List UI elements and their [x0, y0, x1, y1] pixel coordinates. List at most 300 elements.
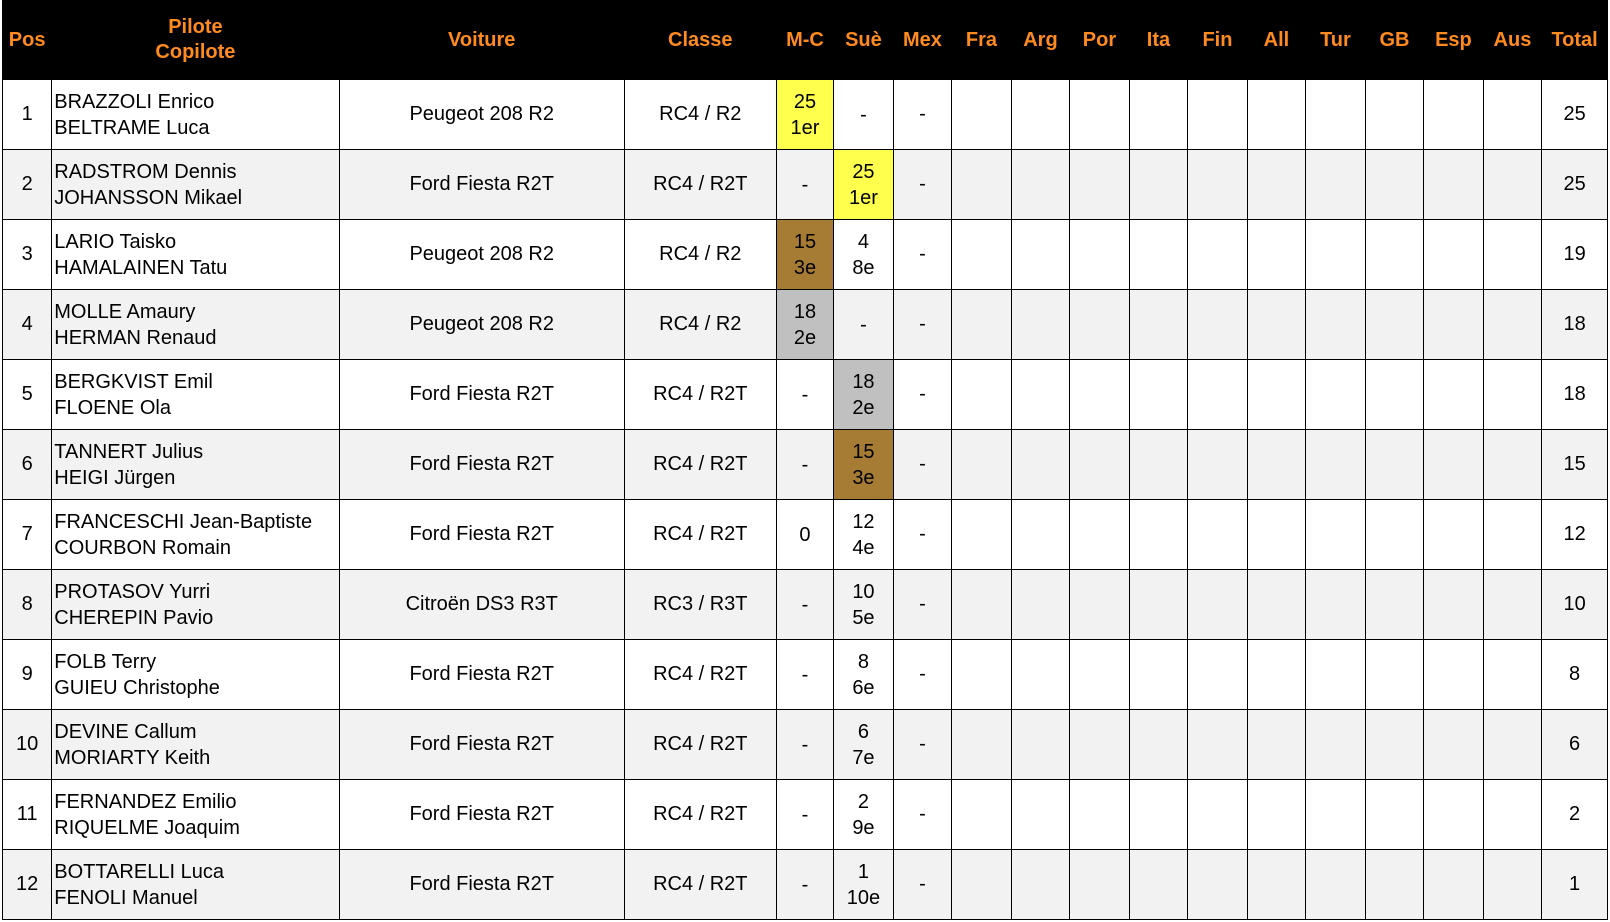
result-cell-empty: [1188, 710, 1248, 780]
result-cell-empty: [1070, 500, 1130, 570]
result-cell-empty: [1483, 640, 1541, 710]
result-points: 8: [857, 650, 869, 673]
classe-cell: RC4 / R2T: [624, 430, 776, 500]
result-points: -: [801, 873, 809, 896]
result-cell-empty: [952, 500, 1012, 570]
result-cell-empty: [1247, 710, 1305, 780]
result-place: 2e: [793, 326, 817, 349]
copilote-name: HEIGI Jürgen: [54, 466, 176, 489]
classe-cell: RC4 / R2: [624, 220, 776, 290]
result-cell-empty: [1188, 640, 1248, 710]
result-cell-empty: [1365, 850, 1423, 920]
total-cell: 1: [1542, 850, 1608, 920]
result-cell-mex: -: [893, 220, 951, 290]
result-points: 15: [852, 440, 875, 463]
table-row: [3, 780, 1608, 850]
result-cell-empty: [1129, 360, 1187, 430]
pilote-name: LARIO Taisko: [54, 230, 177, 253]
result-points: -: [801, 803, 809, 826]
copilote-name: JOHANSSON Mikael: [54, 186, 243, 209]
header-pilote: [52, 1, 339, 80]
copilote-name: HAMALAINEN Tatu: [54, 256, 228, 279]
header-pilote-label: Pilote: [168, 16, 223, 38]
result-cell-empty: [1129, 430, 1187, 500]
result-cell-empty: [1129, 290, 1187, 360]
result-cell-empty: [1483, 850, 1541, 920]
result-cell-empty: [1424, 220, 1484, 290]
result-cell-empty: [1365, 570, 1423, 640]
result-cell-mc: [776, 290, 833, 360]
result-cell-empty: [1129, 710, 1187, 780]
copilote-name: GUIEU Christophe: [54, 676, 220, 699]
header-classe: Classe: [624, 1, 776, 80]
result-cell-empty: [1306, 640, 1366, 710]
voiture-cell: Ford Fiesta R2T: [339, 780, 624, 850]
voiture-cell: Peugeot 208 R2: [339, 80, 624, 150]
standings-body: [3, 80, 1608, 920]
result-cell-empty: [1247, 570, 1305, 640]
pilote-name: DEVINE Callum: [54, 720, 197, 743]
result-cell-empty: [1188, 150, 1248, 220]
position-cell: 7: [3, 500, 52, 570]
result-cell-empty: [1365, 430, 1423, 500]
result-cell-empty: [1365, 640, 1423, 710]
result-cell-mc: [776, 500, 833, 570]
header-rally-fin: Fin: [1188, 1, 1248, 80]
voiture-cell: Ford Fiesta R2T: [339, 710, 624, 780]
result-place: 7e: [852, 746, 875, 769]
classe-cell: RC4 / R2T: [624, 780, 776, 850]
result-points: 4: [857, 230, 869, 253]
result-cell-empty: [1365, 710, 1423, 780]
result-points: -: [801, 383, 809, 406]
result-cell-empty: [1129, 500, 1187, 570]
result-cell-sue: [834, 850, 894, 920]
result-cell-empty: [1188, 80, 1248, 150]
result-cell-empty: [1011, 640, 1069, 710]
result-cell-empty: [1483, 570, 1541, 640]
result-cell-empty: [1306, 150, 1366, 220]
result-points: -: [860, 313, 867, 336]
classe-cell: RC4 / R2T: [624, 360, 776, 430]
total-cell: 15: [1542, 430, 1608, 500]
result-cell-empty: [1188, 780, 1248, 850]
result-cell-empty: [1306, 570, 1366, 640]
crew-cell: [52, 640, 339, 710]
result-cell-empty: [1424, 500, 1484, 570]
pilote-name: BRAZZOLI Enrico: [54, 90, 215, 113]
position-cell: 10: [3, 710, 52, 780]
result-cell-empty: [1483, 290, 1541, 360]
result-cell-empty: [1070, 430, 1130, 500]
result-cell-mc: [776, 150, 833, 220]
header-rally-tur: Tur: [1306, 1, 1366, 80]
result-cell-empty: [1070, 780, 1130, 850]
voiture-cell: Ford Fiesta R2T: [339, 150, 624, 220]
result-points: -: [860, 103, 867, 126]
result-cell-empty: [1011, 710, 1069, 780]
result-cell-empty: [1483, 150, 1541, 220]
header-rally-fra: Fra: [952, 1, 1012, 80]
copilote-name: FENOLI Manuel: [54, 886, 198, 909]
result-cell-empty: [1424, 570, 1484, 640]
voiture-cell: Ford Fiesta R2T: [339, 430, 624, 500]
result-place: 3e: [852, 466, 875, 489]
total-cell: 6: [1542, 710, 1608, 780]
pilote-name: TANNERT Julius: [54, 440, 204, 463]
result-cell-empty: [1365, 360, 1423, 430]
copilote-name: HERMAN Renaud: [54, 326, 217, 349]
classe-cell: RC4 / R2: [624, 80, 776, 150]
result-cell-empty: [1070, 710, 1130, 780]
result-cell-empty: [1188, 290, 1248, 360]
result-cell-empty: [1011, 150, 1069, 220]
result-cell-empty: [1070, 80, 1130, 150]
result-cell-empty: [1365, 80, 1423, 150]
result-cell-empty: [952, 780, 1012, 850]
total-cell: 2: [1542, 780, 1608, 850]
result-cell-mex: -: [893, 640, 951, 710]
result-cell-mc: [776, 780, 833, 850]
voiture-cell: Ford Fiesta R2T: [339, 850, 624, 920]
result-cell-empty: [1070, 290, 1130, 360]
pilote-name: PROTASOV Yurri: [54, 580, 211, 603]
result-cell-empty: [1011, 850, 1069, 920]
result-points: 10: [852, 580, 875, 603]
result-cell-mc: [776, 360, 833, 430]
voiture-cell: Peugeot 208 R2: [339, 220, 624, 290]
result-cell-empty: [952, 570, 1012, 640]
result-cell-empty: [952, 290, 1012, 360]
position-cell: 11: [3, 780, 52, 850]
result-cell-empty: [1011, 80, 1069, 150]
result-cell-empty: [1011, 780, 1069, 850]
result-cell-empty: [1129, 570, 1187, 640]
result-cell-empty: [1483, 220, 1541, 290]
result-cell-empty: [1424, 290, 1484, 360]
result-points: -: [801, 663, 809, 686]
header-rally-gb: GB: [1365, 1, 1423, 80]
header-rally-sue: Suè: [834, 1, 894, 80]
result-cell-empty: [1424, 360, 1484, 430]
result-cell-empty: [1129, 150, 1187, 220]
result-cell-empty: [1365, 150, 1423, 220]
result-place: 5e: [852, 606, 875, 629]
result-points: 1: [857, 860, 869, 883]
result-cell-empty: [1247, 850, 1305, 920]
header-rally-ita: Ita: [1129, 1, 1187, 80]
result-cell-empty: [1365, 780, 1423, 850]
position-cell: 9: [3, 640, 52, 710]
result-cell-mex: -: [893, 430, 951, 500]
position-cell: 3: [3, 220, 52, 290]
result-cell-empty: [1129, 80, 1187, 150]
result-cell-sue: [834, 780, 894, 850]
pilote-name: RADSTROM Dennis: [54, 160, 237, 183]
result-cell-empty: [1306, 780, 1366, 850]
table-row: [3, 220, 1608, 290]
result-cell-sue: [834, 150, 894, 220]
result-cell-empty: [1247, 780, 1305, 850]
result-place: 6e: [852, 676, 875, 699]
copilote-name: RIQUELME Joaquim: [54, 816, 240, 839]
result-cell-empty: [1188, 220, 1248, 290]
crew-cell: [52, 80, 339, 150]
standings-table: [2, 0, 1608, 920]
result-place: 8e: [852, 256, 875, 279]
result-cell-empty: [1129, 220, 1187, 290]
result-cell-sue: [834, 570, 894, 640]
table-row: [3, 290, 1608, 360]
result-cell-empty: [1306, 360, 1366, 430]
result-cell-empty: [1483, 360, 1541, 430]
total-cell: 12: [1542, 500, 1608, 570]
result-cell-empty: [1365, 290, 1423, 360]
result-cell-empty: [1247, 80, 1305, 150]
total-cell: 18: [1542, 290, 1608, 360]
pilote-name: FOLB Terry: [54, 650, 157, 673]
result-cell-empty: [1011, 500, 1069, 570]
result-cell-empty: [1070, 150, 1130, 220]
crew-cell: [52, 500, 339, 570]
result-cell-mex: -: [893, 290, 951, 360]
pilote-name: FERNANDEZ Emilio: [54, 790, 237, 813]
result-cell-empty: [1188, 570, 1248, 640]
crew-cell: [52, 850, 339, 920]
result-place: 4e: [852, 536, 875, 559]
result-cell-sue: [834, 360, 894, 430]
result-cell-empty: [1483, 780, 1541, 850]
total-cell: 19: [1542, 220, 1608, 290]
position-cell: 6: [3, 430, 52, 500]
result-cell-empty: [1306, 290, 1366, 360]
result-cell-empty: [1424, 150, 1484, 220]
crew-cell: [52, 780, 339, 850]
crew-cell: [52, 570, 339, 640]
result-points: 18: [852, 370, 875, 393]
result-points: 15: [793, 230, 817, 253]
result-place: 2e: [852, 396, 875, 419]
result-cell-empty: [1306, 710, 1366, 780]
header-total: Total: [1542, 1, 1608, 80]
classe-cell: RC4 / R2T: [624, 710, 776, 780]
result-cell-mex: -: [893, 780, 951, 850]
header-rally-arg: Arg: [1011, 1, 1069, 80]
result-cell-sue: [834, 220, 894, 290]
result-cell-mex: -: [893, 500, 951, 570]
result-cell-empty: [1306, 220, 1366, 290]
position-cell: 5: [3, 360, 52, 430]
result-cell-mex: -: [893, 710, 951, 780]
result-cell-empty: [1247, 640, 1305, 710]
header-row: [3, 1, 1608, 80]
position-cell: 12: [3, 850, 52, 920]
result-cell-empty: [1070, 850, 1130, 920]
result-points: 0: [799, 523, 811, 546]
result-cell-empty: [952, 80, 1012, 150]
result-cell-mc: [776, 710, 833, 780]
result-cell-empty: [1247, 220, 1305, 290]
table-row: [3, 850, 1608, 920]
table-row: [3, 710, 1608, 780]
result-cell-mc: [776, 640, 833, 710]
result-cell-empty: [1424, 710, 1484, 780]
result-cell-empty: [1070, 570, 1130, 640]
result-cell-mc: [776, 220, 833, 290]
result-cell-empty: [1424, 850, 1484, 920]
classe-cell: RC3 / R3T: [624, 570, 776, 640]
position-cell: 8: [3, 570, 52, 640]
result-cell-empty: [952, 150, 1012, 220]
result-cell-empty: [1188, 430, 1248, 500]
copilote-name: MORIARTY Keith: [54, 746, 211, 769]
result-points: 25: [852, 160, 875, 183]
table-row: [3, 150, 1608, 220]
classe-cell: RC4 / R2T: [624, 150, 776, 220]
result-cell-empty: [1129, 780, 1187, 850]
voiture-cell: Ford Fiesta R2T: [339, 640, 624, 710]
voiture-cell: Citroën DS3 R3T: [339, 570, 624, 640]
position-cell: 1: [3, 80, 52, 150]
crew-cell: [52, 220, 339, 290]
result-cell-empty: [1188, 850, 1248, 920]
table-row: [3, 500, 1608, 570]
result-cell-sue: [834, 430, 894, 500]
total-cell: 8: [1542, 640, 1608, 710]
pilote-name: BOTTARELLI Luca: [54, 860, 224, 883]
result-cell-empty: [952, 360, 1012, 430]
result-place: 1er: [790, 116, 820, 139]
result-cell-empty: [1129, 640, 1187, 710]
result-cell-empty: [1011, 570, 1069, 640]
pilote-name: BERGKVIST Emil: [54, 370, 213, 393]
result-cell-mex: -: [893, 570, 951, 640]
result-cell-empty: [1011, 430, 1069, 500]
crew-cell: [52, 430, 339, 500]
voiture-cell: Ford Fiesta R2T: [339, 500, 624, 570]
result-place: 1er: [848, 186, 878, 209]
result-cell-mex: -: [893, 360, 951, 430]
position-cell: 4: [3, 290, 52, 360]
result-points: -: [801, 173, 809, 196]
header-voiture: Voiture: [339, 1, 624, 80]
result-cell-empty: [1011, 360, 1069, 430]
result-points: -: [801, 593, 809, 616]
voiture-cell: Ford Fiesta R2T: [339, 360, 624, 430]
header-rally-mex: Mex: [893, 1, 951, 80]
result-cell-mc: [776, 850, 833, 920]
table-row: [3, 430, 1608, 500]
total-cell: 18: [1542, 360, 1608, 430]
result-cell-empty: [1011, 220, 1069, 290]
header-rally-mc: M-C: [776, 1, 833, 80]
header-rally-por: Por: [1070, 1, 1130, 80]
table-row: [3, 640, 1608, 710]
result-cell-empty: [1070, 360, 1130, 430]
table-row: [3, 80, 1608, 150]
classe-cell: RC4 / R2T: [624, 850, 776, 920]
result-cell-empty: [1424, 80, 1484, 150]
result-cell-empty: [1424, 780, 1484, 850]
result-cell-empty: [952, 850, 1012, 920]
result-cell-empty: [1424, 640, 1484, 710]
total-cell: 10: [1542, 570, 1608, 640]
result-cell-empty: [1188, 360, 1248, 430]
result-place: 3e: [793, 256, 817, 279]
result-cell-empty: [1365, 500, 1423, 570]
result-cell-empty: [1483, 710, 1541, 780]
result-cell-empty: [1306, 850, 1366, 920]
crew-cell: [52, 710, 339, 780]
result-cell-empty: [952, 220, 1012, 290]
result-cell-sue: [834, 640, 894, 710]
result-cell-empty: [1129, 850, 1187, 920]
result-cell-empty: [1070, 640, 1130, 710]
result-cell-empty: [1188, 500, 1248, 570]
result-cell-empty: [1365, 220, 1423, 290]
result-cell-sue: [834, 290, 894, 360]
result-cell-mc: [776, 80, 833, 150]
classe-cell: RC4 / R2T: [624, 640, 776, 710]
crew-cell: [52, 150, 339, 220]
result-cell-empty: [1247, 430, 1305, 500]
header-rally-aus: Aus: [1483, 1, 1541, 80]
result-place: 9e: [852, 816, 875, 839]
copilote-name: CHEREPIN Pavio: [54, 606, 214, 629]
result-cell-empty: [1306, 80, 1366, 150]
classe-cell: RC4 / R2: [624, 290, 776, 360]
result-points: -: [801, 733, 809, 756]
result-points: -: [801, 453, 809, 476]
table-row: [3, 570, 1608, 640]
classe-cell: RC4 / R2T: [624, 500, 776, 570]
result-cell-mex: -: [893, 80, 951, 150]
result-cell-empty: [1011, 290, 1069, 360]
copilote-name: COURBON Romain: [54, 536, 231, 559]
total-cell: 25: [1542, 150, 1608, 220]
result-place: 10e: [846, 886, 881, 909]
copilote-name: FLOENE Ola: [54, 396, 171, 419]
result-cell-empty: [1247, 500, 1305, 570]
result-cell-empty: [1070, 220, 1130, 290]
result-cell-mex: -: [893, 150, 951, 220]
result-cell-mc: [776, 430, 833, 500]
result-cell-empty: [952, 430, 1012, 500]
result-points: 2: [857, 790, 869, 813]
result-cell-empty: [1247, 360, 1305, 430]
crew-cell: [52, 360, 339, 430]
result-cell-empty: [1483, 500, 1541, 570]
pilote-name: MOLLE Amaury: [54, 300, 196, 323]
result-points: 25: [793, 90, 817, 113]
result-cell-empty: [1306, 500, 1366, 570]
result-cell-empty: [1247, 290, 1305, 360]
copilote-name: BELTRAME Luca: [54, 116, 210, 139]
result-cell-empty: [952, 710, 1012, 780]
crew-cell: [52, 290, 339, 360]
result-cell-empty: [1424, 430, 1484, 500]
header-pos: Pos: [3, 1, 52, 80]
voiture-cell: Peugeot 208 R2: [339, 290, 624, 360]
header-rally-esp: Esp: [1424, 1, 1484, 80]
result-cell-empty: [952, 640, 1012, 710]
result-points: 6: [857, 720, 869, 743]
result-cell-sue: [834, 80, 894, 150]
position-cell: 2: [3, 150, 52, 220]
result-cell-sue: [834, 500, 894, 570]
result-points: 12: [852, 510, 875, 533]
result-cell-empty: [1483, 80, 1541, 150]
